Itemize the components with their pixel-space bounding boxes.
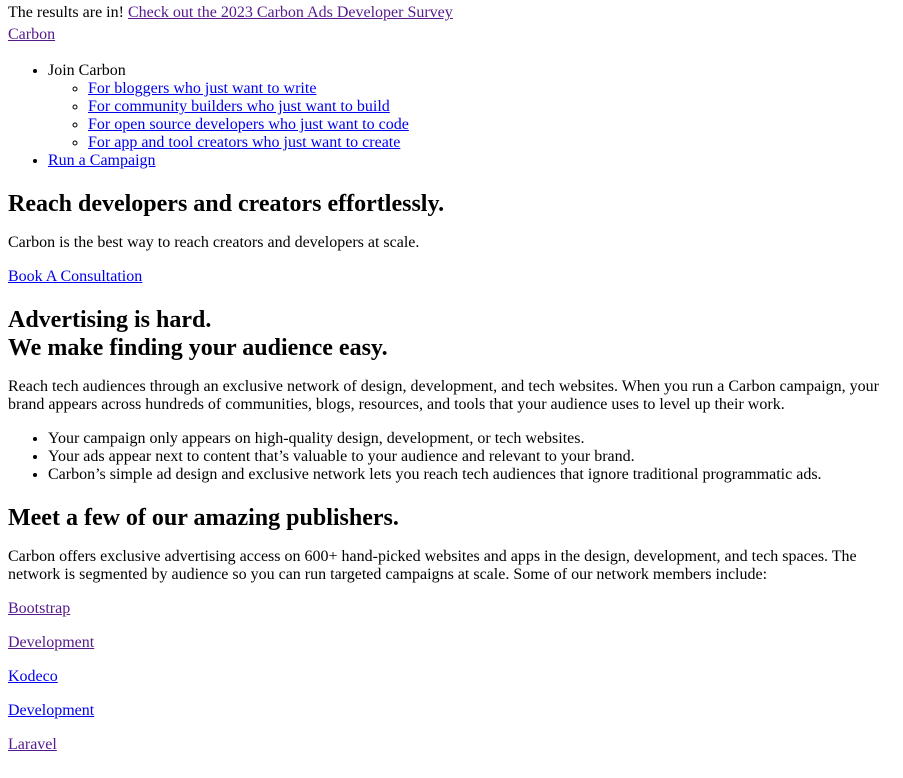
hero-text: Carbon is the best way to reach creators and developers at scale. xyxy=(8,234,420,251)
submenu-item xyxy=(88,98,895,116)
advertising-title xyxy=(8,306,895,362)
advertising-title-line1: Advertising is hard. xyxy=(8,307,212,333)
publisher-category-link[interactable]: Development xyxy=(8,702,95,719)
bloggers-link[interactable]: For bloggers who just want to write xyxy=(88,80,317,97)
app-creators-link[interactable]: For app and tool creators who just want to create xyxy=(88,134,401,151)
carbon-logo-link[interactable]: Carbon xyxy=(8,26,56,43)
publisher-category-link[interactable]: Development xyxy=(8,634,95,651)
benefit-item: • Your ads appear next to content that’s valuable to your audience and relevant to your brand. xyxy=(48,448,895,466)
banner-text: The results are in! xyxy=(8,4,124,21)
advertising-title-line2: We make finding your audience easy. xyxy=(8,335,388,361)
publisher-link-laravel[interactable]: Laravel xyxy=(8,736,57,753)
main-nav xyxy=(8,62,895,170)
nav-item-campaign xyxy=(48,152,895,170)
join-submenu xyxy=(48,80,895,152)
publisher-link-kodeco[interactable]: Kodeco xyxy=(8,668,58,685)
benefits-list xyxy=(8,430,895,484)
cta-wrapper xyxy=(8,268,895,286)
advertising-text: Reach tech audiences through an exclusive network of design, development, and tech websites. When you run a Carbon campaign, your brand appears across hundreds of communities, blogs, resources, and tools that your audience uses to level up their work. xyxy=(8,378,879,413)
run-campaign-link[interactable]: Run a Campaign xyxy=(48,152,156,169)
nav-item-join xyxy=(48,62,895,152)
nav-join-label: Join Carbon xyxy=(48,62,126,79)
announcement-banner xyxy=(8,4,895,22)
publisher-item xyxy=(8,736,895,754)
benefit-item: • Your campaign only appears on high-quality design, development, or tech websites. xyxy=(48,430,895,448)
publisher-item xyxy=(8,702,895,720)
community-builders-link[interactable]: For community builders who just want to build xyxy=(88,98,390,115)
open-source-link[interactable]: For open source developers who just want to code xyxy=(88,116,409,133)
submenu-item xyxy=(88,80,895,98)
publisher-item xyxy=(8,668,895,686)
benefit-item: • Carbon’s simple ad design and exclusive network lets you reach tech audiences that ignore traditional programmatic ads. xyxy=(48,466,895,484)
survey-link[interactable]: Check out the 2023 Carbon Ads Developer Survey xyxy=(127,4,453,21)
publisher-item xyxy=(8,634,895,652)
publishers-title: Meet a few of our amazing publishers. xyxy=(8,505,399,531)
publisher-link-bootstrap[interactable]: Bootstrap xyxy=(8,600,71,617)
publishers-text: Carbon offers exclusive advertising access on 600+ hand-picked websites and apps in the design, development, and tech spaces. The network is segmented by audience so you can run targeted campaigns at scale. Some of our network members include: xyxy=(8,548,857,583)
publisher-item xyxy=(8,600,895,618)
submenu-item xyxy=(88,116,895,134)
hero-title: Reach developers and creators effortlessly. xyxy=(8,191,445,217)
book-consultation-link[interactable]: Book A Consultation xyxy=(8,268,143,285)
submenu-item xyxy=(88,134,895,152)
